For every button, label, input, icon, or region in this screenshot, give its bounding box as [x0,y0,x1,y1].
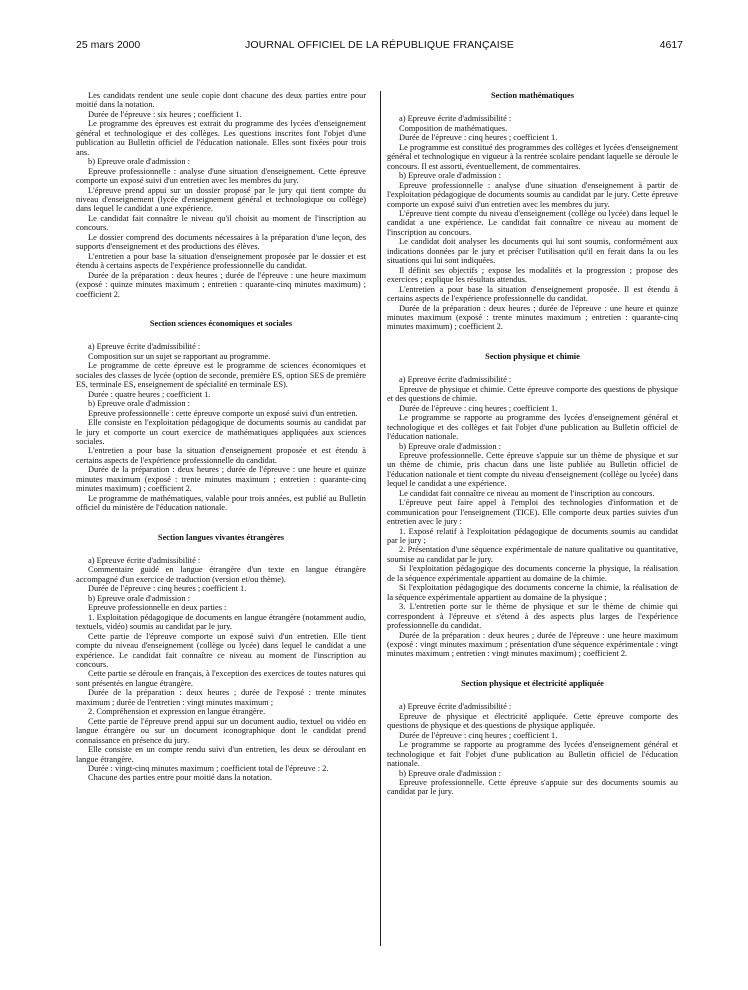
paragraph: 3. L'entretien porte sur le thème de physique et sur le thème de chimie qui correspondent à l'épreuve et s'étend à des aspects plus larges de l'expérience professionnelle du candidat. [387,602,678,631]
paragraph: Durée de la préparation : deux heures ; durée de l'épreuve : une heure maximum (exposé : vingt minutes maximum ; présentation d'une séquence expérimentale : vingt minutes maximum ; entretien : vingt minutes maximum) ; coefficient 2. [387,630,678,659]
paragraph: Le dossier comprend des documents nécessaires à la préparation d'une leçon, des supports d'enseignement et des productions des élèves. [76,232,366,252]
paragraph: Composition sur un sujet se rapportant au programme. [88,351,271,361]
paragraph: L'épreuve peut faire appel à l'emploi des technologies d'information et de communication pour l'enseignement (TICE). Elle comporte deux parties suivies d'un entretien avec le jury : [387,498,678,527]
paragraph: Le candidat fait connaître le niveau qu'il choisit au moment de l'inscription au concours. [76,213,366,233]
paragraph: L'entretien a pour base la situation d'enseignement proposée. Il est étendu à certains aspects de l'expérience professionnelle du candidat. [387,284,678,304]
paragraph: b) Epreuve orale d'admission : [399,171,501,181]
paragraph: L'épreuve tient compte du niveau d'enseignement (collège ou lycée) dans lequel le candidat a une expérience. Le candidat fait connaître ce niveau au moment de l'inscription au concours. [387,208,678,237]
paragraph: Le programme se rapporte au programme des lycées d'enseignement général et technologique et des collèges et fait l'objet d'une publication au Bulletin officiel de l'éducation nationale. [387,413,678,442]
paragraph: 2. Présentation d'une séquence expérimentale de nature qualitative ou quantitative, soumise au candidat par le jury. [387,545,678,564]
paragraph: Epreuve professionnelle : analyse d'une situation d'enseignement à partir de l'exploitation pédagogique de documents soumis au candidat par le jury. Cette épreuve comporte un exposé suivi d'un entretien avec les membres du jury. [387,180,678,209]
paragraph: b) Epreuve orale d'admission : [88,399,190,409]
paragraph: 1. Exploitation pédagogique de documents en langue étrangère (notamment audio, textuels, vidéo) soumis au candidat par le jury. [76,612,366,632]
paragraph: Durée de la préparation : deux heures ; durée de l'épreuve : une heure et quinze minutes maximum (exposé : trente minutes maximum ; entretien : quarante-cinq minutes maximum) ; coefficient 2. [387,303,678,332]
paragraph: Composition de mathématiques. [399,123,508,133]
paragraph: Elle consiste en un compte rendu suivi d'un entretien, les deux se déroulant en langue étrangère. [76,745,366,764]
section-heading: Section physique et chimie [485,351,580,361]
paragraph: Durée : vingt-cinq minutes maximum ; coefficient total de l'épreuve : 2. [88,764,329,773]
section-heading: Section mathématiques [490,91,575,100]
paragraph: b) Epreuve orale d'admission : [399,768,501,778]
left-column [76,91,366,783]
paragraph: Durée : quatre heures ; coefficient 1. [88,389,211,399]
paragraph: 2. Compréhension et expression en langue étrangère. [88,707,266,717]
page-number: 4617 [659,39,683,51]
paragraph: Cette partie de l'épreuve comporte un exposé suivi d'un entretien. Elle tient compte du niveau d'enseignement (collège ou lycée) dans lequel le candidat a une expérience. Le candidat fait connaître ce niveau au moment de l'inscription au concours. [76,631,366,670]
paragraph: Durée de l'épreuve : cinq heures ; coefficient 1. [88,584,247,594]
paragraph: Elle consiste en l'exploitation pédagogique de documents soumis au candidat par le jury et comporte un court exercice de mathématiques appliquées aux sciences sociales. [76,418,366,446]
paragraph: Si l'exploitation pédagogique des documents concerne la chimie, la réalisation de la séquence expérimentale appartient au domaine de la physique ; [387,583,678,602]
paragraph: Si l'exploitation pédagogique des documents concerne la physique, la réalisation de la séquence expérimentale appartient au domaine de la chimie. [387,564,678,583]
paragraph: Epreuve professionnelle en deux parties : [88,603,227,613]
paragraph: L'entretien a pour base la situation d'enseignement proposée et est étendu à certains aspects de l'expérience professionnelle du candidat. [76,446,366,465]
paragraph: Le candidat fait connaître ce niveau au moment de l'inscription au concours. [399,488,655,498]
paragraph: Durée de l'épreuve : cinq heures ; coefficient 1. [399,403,558,413]
paragraph: a) Epreuve écrite d'admissibilité : [399,114,512,124]
section-heading: Section physique et électricité appliquée [461,678,604,688]
section-heading: Section langues vivantes étrangères [157,532,285,542]
paragraph: Epreuve de physique et chimie. Cette épreuve comporte des questions de physique et des questions de chimie. [387,384,678,404]
paragraph: Le programme de mathématiques, valable pour trois années, est publié au Bulletin officiel du ministère de l'éducation nationale. [76,493,366,513]
journal-title: JOURNAL OFFICIEL DE LA RÉPUBLIQUE FRANÇAISE [245,39,514,51]
paragraph: Le programme est constitué des programmes des collèges et lycées d'enseignement général et technologique en vigueur à la rentrée scolaire pendant laquelle se déroule le concours. Il est assorti, éventuellement, de commentaires. [387,142,678,171]
paragraph: b) Epreuve orale d'admission : [88,593,190,603]
paragraph: L'entretien a pour base la situation d'enseignement proposée par le dossier et est étendu à certains aspects de l'expérience professionnelle du candidat. [76,251,366,271]
paragraph: L'épreuve prend appui sur un dossier proposé par le jury qui tient compte du niveau d'enseignement (lycée d'enseignement général et technologique ou collège) dans lequel le candidat a une expérience. [76,185,366,214]
paragraph: a) Epreuve écrite d'admissibilité : [88,342,201,352]
paragraph: Le programme se rapporte au programme des lycées d'enseignement général et technologique et fait l'objet d'une publication au Bulletin officiel de l'éducation nationale. [387,740,678,769]
section-heading: Section sciences économiques et sociales [149,318,293,328]
paragraph: Les candidats rendent une seule copie dont chacune des deux parties entre pour moitié dans la notation. [76,91,366,110]
paragraph: Le programme des épreuves est extrait du programme des lycées d'enseignement général et technologique et des collèges. Les questions inscrites font l'objet d'une publication au Bulletin officiel de l'éducation nationale. Elles sont fixées pour trois ans. [76,119,366,157]
paragraph: Durée de la préparation : deux heures ; durée de l'exposé : trente minutes maximum ; durée de l'entretien : vingt minutes maximum ; [76,688,366,707]
paragraph: a) Epreuve écrite d'admissibilité : [88,556,201,566]
paragraph: Epreuve professionnelle : analyse d'une situation d'enseignement. Cette épreuve comporte un exposé suivi d'un entretien avec les membres du jury. [76,166,366,186]
paragraph: Durée de l'épreuve : six heures ; coefficient 1. [88,109,242,119]
paragraph: Durée de l'épreuve : cinq heures ; coefficient 1. [399,133,558,143]
right-column [387,91,678,797]
paragraph: a) Epreuve écrite d'admissibilité : [399,702,512,712]
paragraph: Epreuve professionnelle : cette épreuve comporte un exposé suivi d'un entretien. [88,408,358,418]
paragraph: Le programme de cette épreuve est le programme de sciences économiques et sociales des classes de lycée (option de seconde, première ES, option SES de première ES, terminale ES, enseignement de spécialité en terminale ES). [76,361,367,390]
page-header [76,39,683,55]
paragraph: Commentaire guidé en langue étrangère d'un texte en langue étrangère accompagné d'un exercice de traduction (version et/ou thème). [76,565,366,584]
paragraph: b) Epreuve orale d'admission : [399,441,501,451]
paragraph: Chacune des parties entre pour moitié dans la notation. [88,773,272,783]
paragraph: Epreuve professionnelle. Cette épreuve s'appuie sur des documents soumis au candidat par le jury. [387,778,678,797]
paragraph: Cette partie de l'épreuve prend appui sur un document audio, textuel ou vidéo en langue étrangère ou sur un document iconographique dont le candidat prend connaissance en présence du jury. [76,716,366,745]
paragraph: Durée de la préparation : deux heures ; durée de l'épreuve : une heure maximum (exposé : quinze minutes maximum ; entretien : quarante-cinq minutes maximum) ; coefficient 2. [76,270,366,299]
paragraph: 1. Exposé relatif à l'exploitation pédagogique de documents soumis au candidat par le jury ; [387,526,678,546]
paragraph: Epreuve de physique et électricité appliquée. Cette épreuve comporte des questions de physique et des questions de physique appliquée. [387,711,678,731]
paragraph: Durée de la préparation : deux heures ; durée de l'épreuve : une heure et quinze minutes maximum (exposé : trente minutes maximum ; entretien : quarante-cinq minutes maximum) ; coefficient 2. [76,465,366,494]
paragraph: Le candidat doit analyser les documents qui lui sont soumis, conformément aux indications données par le jury et préciser l'utilisation qu'il en ferait dans la ou les situations qui lui sont indiquées. [387,237,678,266]
paragraph: b) Epreuve orale d'admission : [88,157,190,167]
paragraph: Durée de l'épreuve : cinq heures ; coefficient 1. [399,730,558,740]
paragraph: Cette partie se déroule en français, à l'exception des exercices de toutes natures qui sont présentés en langue étrangère. [76,669,366,688]
column-divider [380,91,381,946]
paragraph: a) Epreuve écrite d'admissibilité : [399,375,512,385]
header-date: 25 mars 2000 [76,39,141,51]
paragraph: Il définit ses objectifs ; expose les modalités et la progression ; propose des exercices ; explique les résultats attendus. [387,265,678,285]
paragraph: Epreuve professionnelle. Cette épreuve s'appuie sur un thème de physique et sur un thème de chimie, pris chacun dans une liste publiée au Bulletin officiel de l'éducation nationale et tient compte du niveau d'enseignement (collège ou lycée) dans lequel le candidat a une expérience. [387,450,678,489]
